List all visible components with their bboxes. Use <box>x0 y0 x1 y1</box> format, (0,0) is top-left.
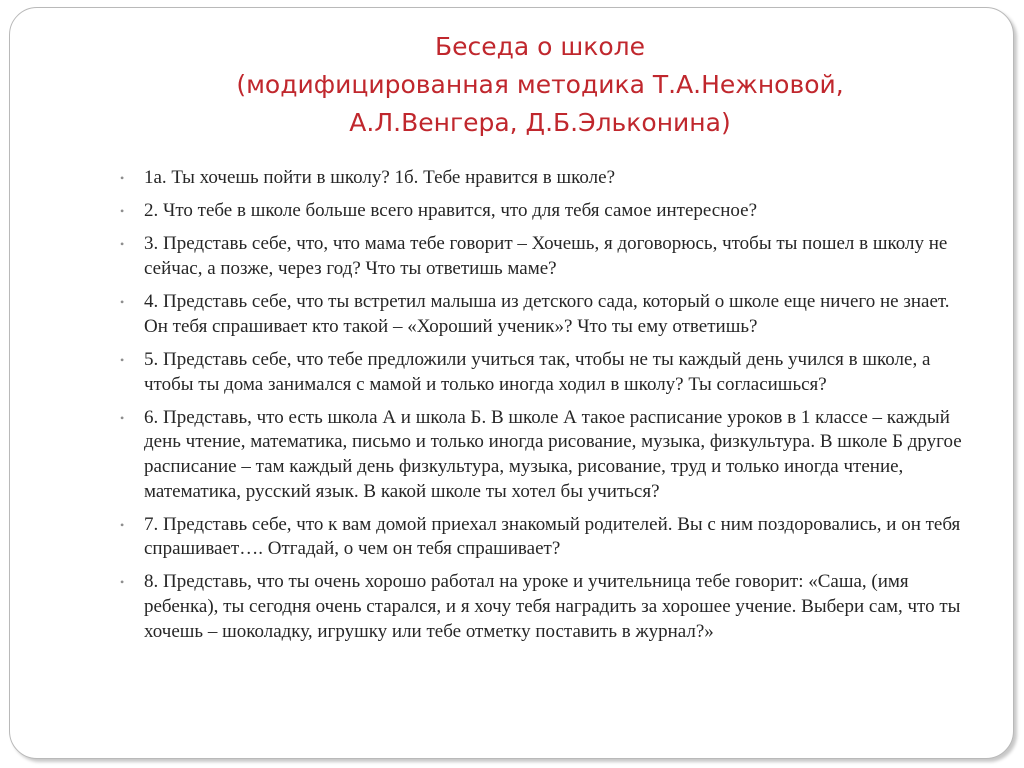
question-item-8 <box>120 570 970 644</box>
question-item-3 <box>120 232 970 281</box>
bullet-icon: • <box>120 410 125 425</box>
question-text: 2. Что тебе в школе больше всего нравится, что для тебя самое интересное? <box>144 200 758 222</box>
title-line-3: А.Л.Венгера, Д.Б.Эльконина) <box>349 108 731 137</box>
slide-title <box>120 28 960 142</box>
question-item-7 <box>120 513 970 562</box>
question-text: 8. Представь, что ты очень хорошо работал на уроке и учительница тебе говорит: «Саша, (имя ребенка), ты сегодня очень старался, и я хочу тебя наградить за хорошее учение. Выбери сам, что ты хочешь – шоколадку, игрушку или тебе отметку поставить в журнал?» <box>144 571 961 642</box>
title-line-1: Беседа о школе <box>434 32 646 61</box>
bullet-icon: • <box>120 171 125 185</box>
question-item-1 <box>120 166 970 191</box>
question-item-5 <box>120 348 970 397</box>
question-text: 6. Представь, что есть школа А и школа Б. В школе А такое расписание уроков в 1 классе – каждый день чтение, математика, письмо и только иногда рисование, музыка, физкультура. В школе Б другое расписание – там каждый день физкультура, музыка, рисование, труд и только иногда чтение, математика, русский язык. В какой школе ты хотел бы учиться? <box>144 406 962 502</box>
question-list <box>120 166 970 653</box>
bullet-icon: • <box>120 295 125 310</box>
question-text: 5. Представь себе, что тебе предложили учиться так, чтобы не ты каждый день учился в школе, а чтобы ты дома занимался с мамой и только иногда ходил в школу? Ты согласишься? <box>144 348 931 395</box>
title-line-2: (модифицированная методика Т.А.Нежновой, <box>236 70 844 99</box>
question-text: 4. Представь себе, что ты встретил малыша из детского сада, который о школе еще ничего не знает. Он тебя спрашивает кто такой – «Хороший ученик»? Что ты ему ответишь? <box>144 291 950 337</box>
question-text: 7. Представь себе, что к вам домой приехал знакомый родителей. Вы с ним поздоровались, и он тебя спрашивает…. Отгадай, о чем он тебя спрашивает? <box>144 513 961 560</box>
question-item-4 <box>120 290 970 339</box>
question-text: 3. Представь себе, что, что мама тебе говорит – Хочешь, я договорюсь, чтобы ты пошел в школу не сейчас, а позже, через год? Что ты ответишь маме? <box>144 233 948 279</box>
question-text: 1а. Ты хочешь пойти в школу? 1б. Тебе нравится в школе? <box>144 167 616 188</box>
bullet-icon: • <box>120 575 125 590</box>
question-item-2 <box>120 199 970 224</box>
bullet-icon: • <box>120 517 125 532</box>
bullet-icon: • <box>120 352 125 367</box>
bullet-icon: • <box>120 204 125 219</box>
bullet-icon: • <box>120 237 125 252</box>
question-item-6 <box>120 406 970 504</box>
